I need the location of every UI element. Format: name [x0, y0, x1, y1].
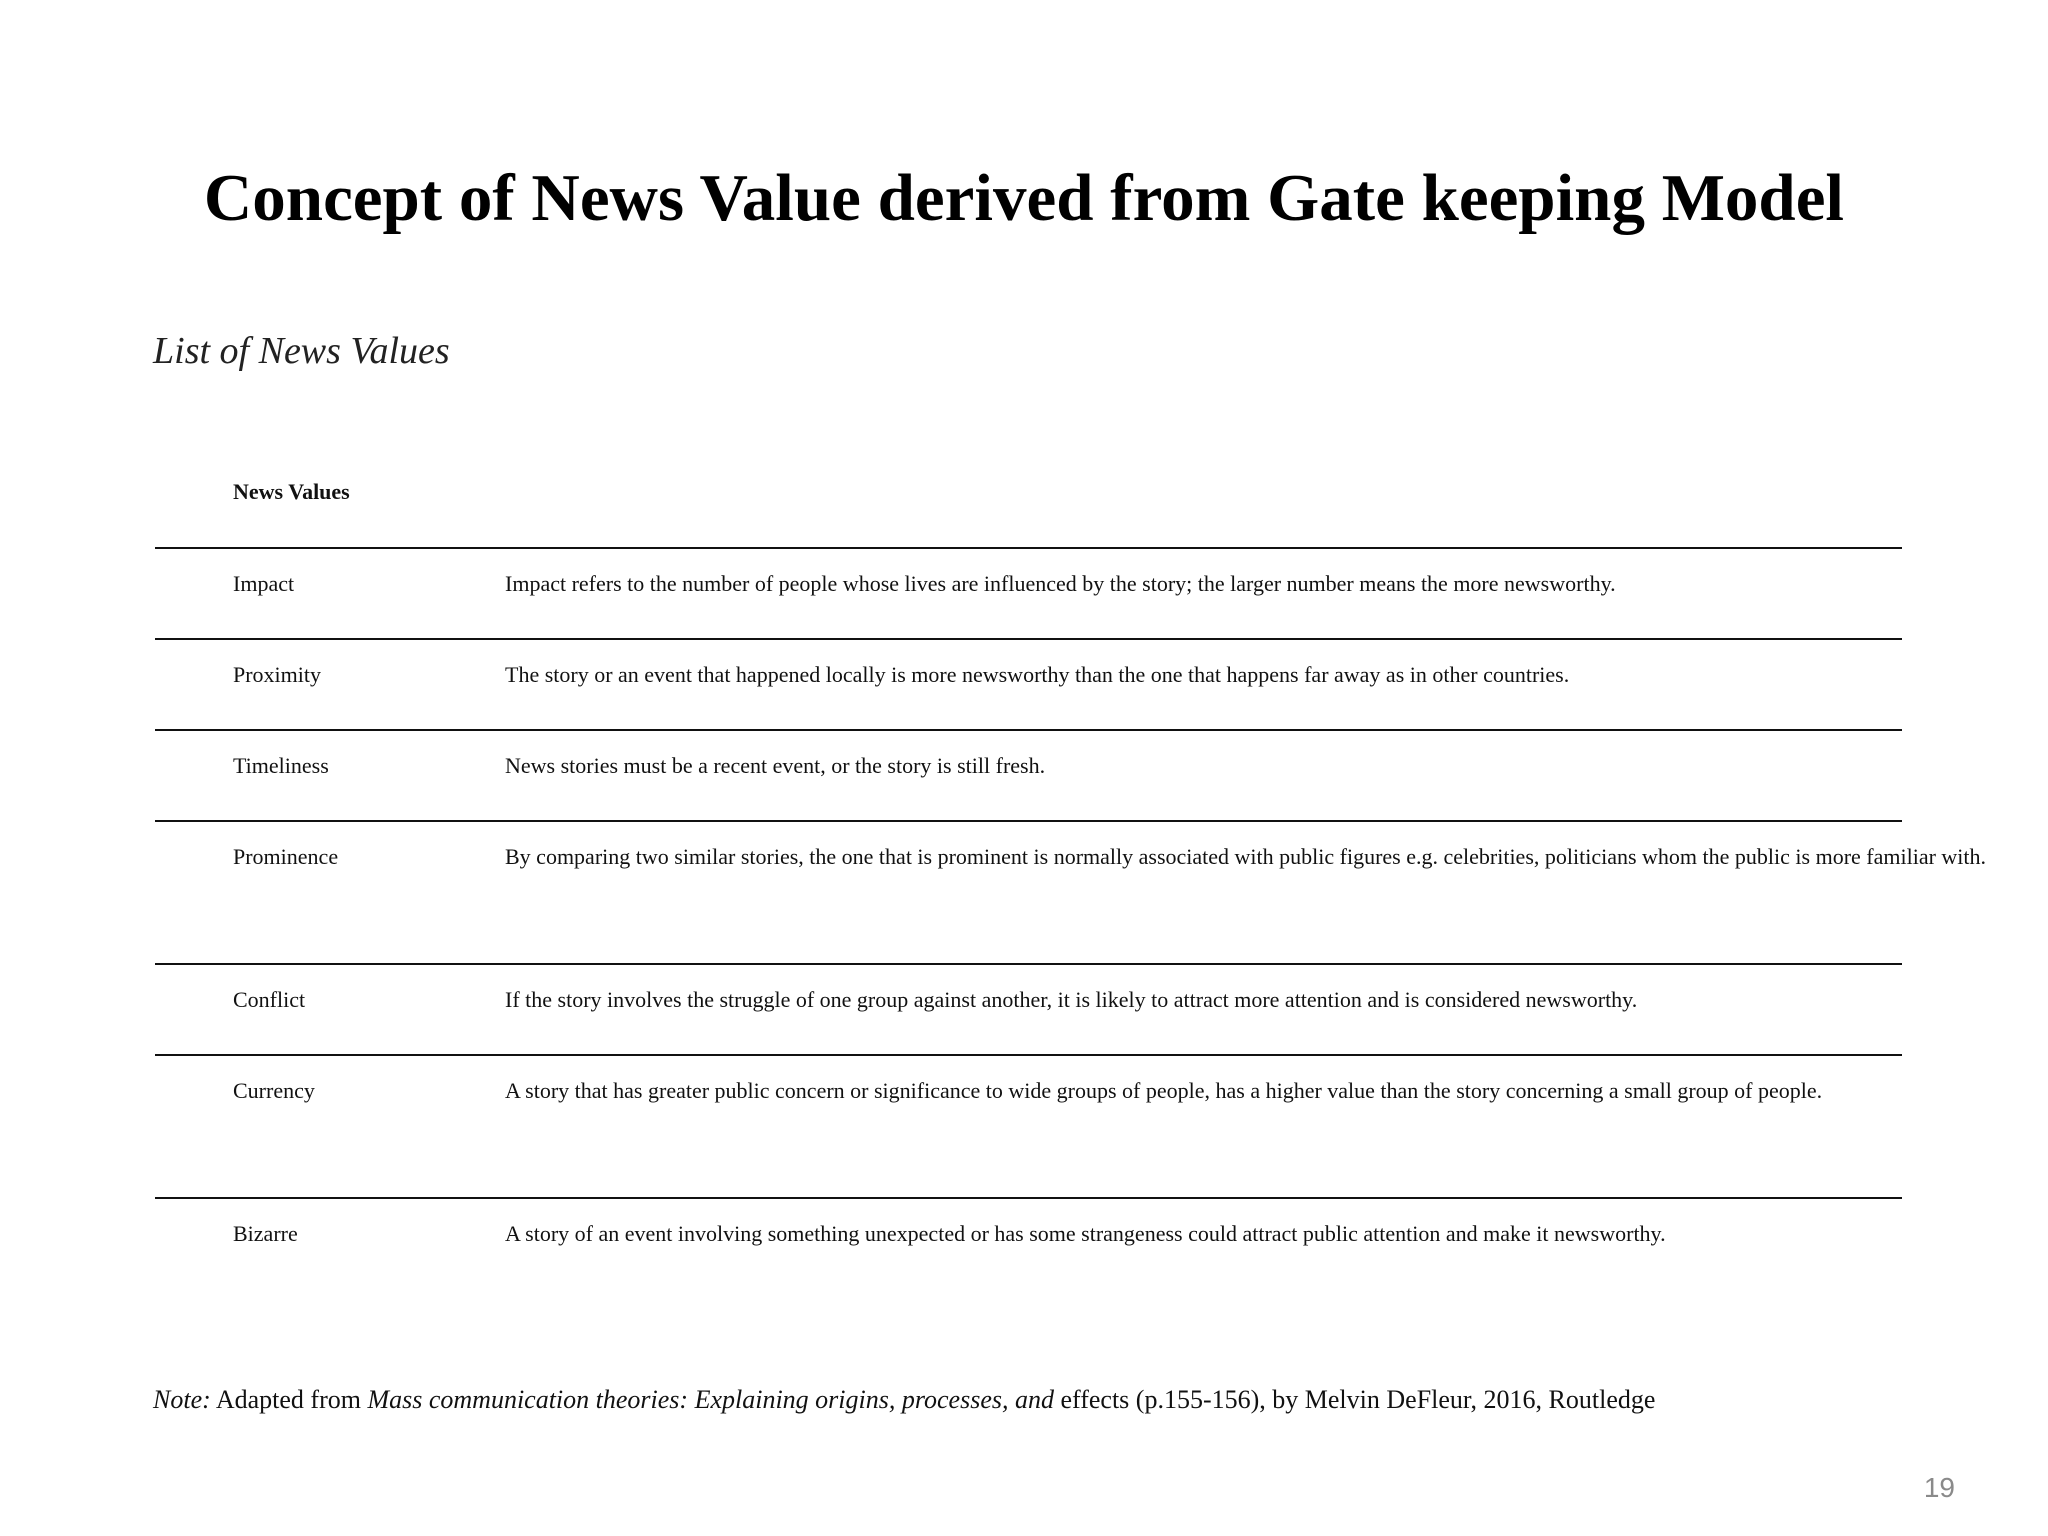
row-term: Currency — [233, 1078, 315, 1103]
row-description: If the story involves the struggle of one group against another, it is likely to attract more attention and is considered newsworthy. — [505, 987, 1638, 1012]
note-text-after: effects (p.155-156), by Melvin DeFleur, 2016, Routledge — [1053, 1385, 1656, 1414]
row-description: The story or an event that happened locally is more newsworthy than the one that happens far away as in other countries. — [505, 662, 1570, 687]
table-rule — [155, 638, 1902, 640]
row-description: A story of an event involving something unexpected or has some strangeness could attract public attention and make it newsworthy. — [505, 1221, 1666, 1246]
row-term: Prominence — [233, 844, 339, 869]
row-term: Bizarre — [233, 1221, 298, 1246]
table-rule — [155, 547, 1902, 549]
table-rule — [155, 729, 1902, 731]
note-label: Note: — [153, 1385, 211, 1414]
table-caption: List of News Values — [153, 330, 450, 372]
row-term: Impact — [233, 571, 295, 596]
row-term: Proximity — [233, 662, 322, 687]
row-description: By comparing two similar stories, the one that is prominent is normally associated with public figures e.g. celebrities, politicians whom the public is more familiar with. — [505, 844, 1987, 869]
row-description: A story that has greater public concern or significance to wide groups of people, has a higher value than the story concerning a small group of people. — [505, 1078, 1823, 1103]
row-term: Timeliness — [233, 753, 329, 778]
table-rule — [155, 1054, 1902, 1056]
row-description: Impact refers to the number of people whose lives are influenced by the story; the larger number means the more newsworthy. — [505, 571, 1616, 596]
table-rule — [155, 820, 1902, 822]
table-rule — [155, 1197, 1902, 1199]
note-book-title: Mass communication theories: Explaining origins, processes, and — [367, 1385, 1054, 1414]
source-note — [153, 1380, 1913, 1420]
page-number: 19 — [1923, 1472, 1955, 1503]
note-text-before: Adapted from — [210, 1385, 368, 1414]
row-description: News stories must be a recent event, or the story is still fresh. — [505, 753, 1046, 778]
slide-title: Concept of News Value derived from Gate keeping Model — [203, 161, 1845, 235]
row-term: Conflict — [233, 987, 306, 1012]
table-rule — [155, 963, 1902, 965]
table-header: News Values — [233, 479, 350, 504]
